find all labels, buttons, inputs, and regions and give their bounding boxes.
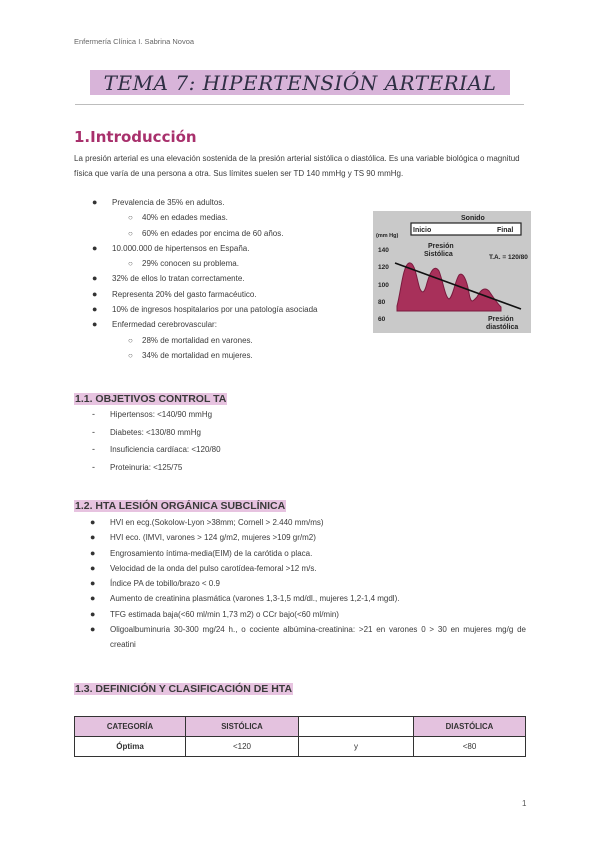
dash-bullet-icon: - xyxy=(92,426,95,437)
list-item xyxy=(92,441,221,459)
list-item-text: Oligoalbuminuria 30-300 mg/24 h., o cociente albúmina-creatinina: >21 en varones 0 > 30 en mujeres mg/g de creatini xyxy=(110,625,526,650)
definicion-heading: 1.3. DEFINICIÓN Y CLASIFICACIÓN DE HTA xyxy=(75,683,293,695)
list-item xyxy=(128,256,317,271)
list-item xyxy=(90,546,526,561)
list-item-text: Prevalencia de 35% en adultos. xyxy=(112,198,225,207)
sistolica-label-2: Sistólica xyxy=(424,251,453,258)
title-block xyxy=(0,70,600,95)
sistolica-label-1: Presión xyxy=(428,243,454,250)
list-item-text: 10% de ingresos hospitalarios por una patología asociada xyxy=(112,305,318,315)
list-item-text: 28% de mortalidad en varones. xyxy=(142,335,253,345)
disc-bullet-icon: ● xyxy=(90,517,96,527)
list-item xyxy=(92,271,317,286)
sonido-label: Sonido xyxy=(461,215,485,222)
disc-bullet-icon: ● xyxy=(90,562,96,573)
list-item-text: 34% de mortalidad en mujeres. xyxy=(142,350,253,360)
page-header: Enfermería Clínica I. Sabrina Novoa xyxy=(74,37,195,46)
disc-bullet-icon: ● xyxy=(90,532,96,543)
list-item-text: Velocidad de la onda del pulso carotídea-femoral >12 m/s. xyxy=(110,563,317,573)
header-sistolica: SISTÓLICA xyxy=(186,717,299,737)
disc-bullet-icon: ● xyxy=(90,547,96,558)
list-item-text: Insuficiencia cardíaca: <120/80 xyxy=(110,445,221,454)
tick-100: 100 xyxy=(378,282,389,289)
list-item-text: Enfermedad cerebrovascular: xyxy=(112,320,217,330)
circle-bullet-icon: ○ xyxy=(128,350,133,360)
list-item xyxy=(92,195,317,210)
list-item xyxy=(90,607,526,622)
inicio-label: Inicio xyxy=(413,227,432,234)
unit-label: (mm Hg) xyxy=(376,233,399,239)
list-item-text: Diabetes: <130/80 mmHg xyxy=(110,427,201,437)
list-item-text: 40% en edades medias. xyxy=(142,213,228,223)
disc-bullet-icon: ● xyxy=(92,273,98,284)
tick-140: 140 xyxy=(378,247,389,254)
list-item xyxy=(90,576,526,591)
page-title: TEMA 7: HIPERTENSIÓN ARTERIAL xyxy=(90,70,511,95)
header-categoria: CATEGORÍA xyxy=(75,717,186,737)
dash-bullet-icon: - xyxy=(92,444,95,454)
list-item-text: 60% en edades por encima de 60 años. xyxy=(142,228,284,238)
dash-bullet-icon: - xyxy=(92,409,95,419)
blood-pressure-figure xyxy=(373,211,531,333)
ta-label: T.A. = 120/80 xyxy=(489,254,528,261)
title-divider xyxy=(75,104,524,105)
list-item-text: Aumento de creatinina plasmática (varones 1,3-1,5 md/dl., mujeres 1,2-1,4 mgdl). xyxy=(110,594,400,604)
disc-bullet-icon: ● xyxy=(90,578,96,589)
disc-bullet-icon: ● xyxy=(90,608,96,619)
page-number: 1 xyxy=(522,799,527,808)
disc-bullet-icon: ● xyxy=(92,319,98,330)
list-item-text: TFG estimada baja(<60 ml/min 1,73 m2) o CCr bajo(<60 ml/min) xyxy=(110,609,339,619)
intro-heading: 1.Introducción xyxy=(74,128,197,146)
list-item xyxy=(128,226,317,241)
list-item-text: HVI en ecg.(Sokolow-Lyon >38mm; Cornell > 2.440 mm/ms) xyxy=(110,518,324,527)
lesion-list xyxy=(90,515,526,653)
list-item xyxy=(128,210,317,225)
tick-120: 120 xyxy=(378,264,389,271)
tick-80: 80 xyxy=(378,299,386,306)
list-item-text: Hipertensos: <140/90 mmHg xyxy=(110,410,213,419)
disc-bullet-icon: ● xyxy=(90,624,96,635)
list-item xyxy=(92,287,317,302)
circle-bullet-icon: ○ xyxy=(128,213,133,223)
list-item xyxy=(90,591,526,606)
circle-bullet-icon: ○ xyxy=(128,228,133,238)
list-item xyxy=(90,515,526,530)
disc-bullet-icon: ● xyxy=(92,288,98,299)
list-item-text: HVI eco. (IMVI, varones > 124 g/m2, mujeres >109 gr/m2) xyxy=(110,533,316,543)
list-item xyxy=(92,406,221,424)
list-item xyxy=(92,459,221,477)
list-item-text: 32% de ellos lo tratan correctamente. xyxy=(112,274,245,284)
cell-sistolica: <120 xyxy=(186,737,299,757)
cell-connector: y xyxy=(299,737,414,757)
list-item xyxy=(92,424,221,442)
disc-bullet-icon: ● xyxy=(92,197,98,207)
lesion-heading: 1.2. HTA LESIÓN ORGÁNICA SUBCLÍNICA xyxy=(75,500,286,512)
dash-bullet-icon: - xyxy=(92,461,95,472)
intro-bullet-list xyxy=(92,195,318,363)
list-item xyxy=(90,622,526,653)
table-header-row xyxy=(75,717,526,737)
list-item-text: Engrosamiento íntima-media(EIM) de la carótida o placa. xyxy=(110,548,313,558)
objetivos-heading: 1.1. OBJETIVOS CONTROL TA xyxy=(75,393,227,405)
classification-table xyxy=(74,716,526,757)
list-item xyxy=(128,348,317,363)
circle-bullet-icon: ○ xyxy=(128,335,133,345)
list-item xyxy=(92,302,318,317)
list-item-text: Representa 20% del gasto farmacéutico. xyxy=(112,289,257,299)
disc-bullet-icon: ● xyxy=(92,304,98,315)
diastolica-label-2: diastólica xyxy=(486,324,519,331)
list-item xyxy=(90,530,526,545)
list-item xyxy=(92,241,317,256)
list-item-text: Índice PA de tobillo/brazo < 0.9 xyxy=(110,579,220,589)
cell-diastolica: <80 xyxy=(414,737,526,757)
circle-bullet-icon: ○ xyxy=(128,259,133,269)
header-empty xyxy=(299,717,414,737)
list-item-text: Proteinuria: <125/75 xyxy=(110,462,183,472)
list-item-text: 10.000.000 de hipertensos en España. xyxy=(112,243,250,253)
cell-categoria: Óptima xyxy=(75,737,186,757)
final-label: Final xyxy=(497,227,514,234)
list-item xyxy=(92,317,317,332)
objetivos-list xyxy=(92,406,221,476)
disc-bullet-icon: ● xyxy=(90,593,96,604)
list-item xyxy=(90,561,526,576)
header-diastolica: DIASTÓLICA xyxy=(414,717,526,737)
list-item xyxy=(128,333,317,348)
tick-60: 60 xyxy=(378,316,386,323)
disc-bullet-icon: ● xyxy=(92,242,98,253)
intro-paragraph: La presión arterial es una elevación sostenida de la presión arterial sistólica o diastólica. Es una variable biológica o magnitud física que varía de una persona a otra. Sus límites suelen ser TD 140 mmHg y TS 90 mmHg. xyxy=(74,154,520,178)
list-item-text: 29% conocen su problema. xyxy=(142,259,239,269)
diastolica-label-1: Presión xyxy=(488,316,514,323)
table-row xyxy=(75,737,526,757)
